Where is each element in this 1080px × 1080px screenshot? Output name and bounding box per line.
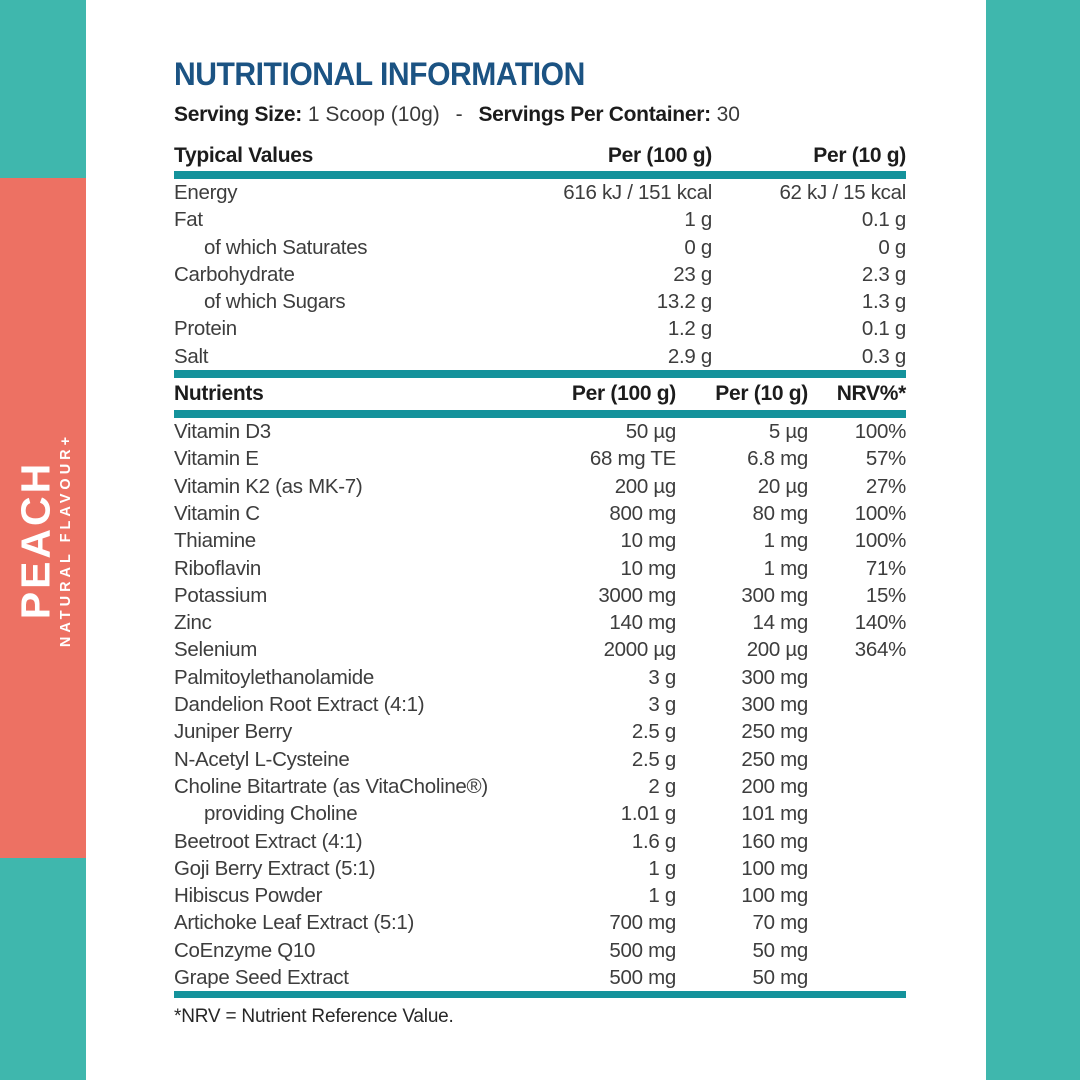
table-row [174,234,906,261]
row-label: Goji Berry Extract (5:1) [174,856,376,880]
typical-values-body [174,179,906,370]
row-value-per100: 50 µg [625,420,676,444]
row-value-nrv [808,937,906,964]
row-value-per10: 250 mg [741,747,808,771]
row-value-per100: 800 mg [609,501,676,525]
row-value-per10: 0.1 g [861,208,906,232]
row-value-per100: 1.01 g [620,802,676,826]
row-label: Dandelion Root Extract (4:1) [174,693,425,717]
table-row [174,445,906,472]
row-value-per10: 101 mg [741,802,808,826]
row-value-per10: 50 mg [752,966,808,990]
table-row [174,527,906,554]
table-row [174,315,906,342]
table-row [174,206,906,233]
row-label: Grape Seed Extract [174,966,349,990]
divider-bar [174,171,906,179]
row-value-per10: 50 mg [752,938,808,962]
flavor-name: PEACH [12,460,59,620]
table-row [174,609,906,636]
row-value-nrv: 57% [865,447,906,471]
table-row [174,718,906,745]
row-value-per10: 300 mg [741,693,808,717]
row-label: Vitamin E [174,447,259,471]
row-value-per10: 14 mg [752,611,808,635]
row-value-per10: 0 g [878,235,906,259]
row-label: Potassium [174,583,268,607]
row-label: Vitamin C [174,501,260,525]
nutrients-col-per10: Per (10 g) [715,382,808,406]
row-value-per10: 1 mg [763,556,808,580]
row-value-per100: 500 mg [609,938,676,962]
row-value-nrv: 71% [865,556,906,580]
row-value-per100: 500 mg [609,966,676,990]
table-row [174,555,906,582]
row-value-per100: 140 mg [609,611,676,635]
row-label: Juniper Berry [174,720,293,744]
row-label: Selenium [174,638,258,662]
nutrients-header [174,378,906,410]
row-value-per10: 0.1 g [861,317,906,341]
typical-values-header [174,141,906,171]
row-label: Artichoke Leaf Extract (5:1) [174,911,414,935]
row-value-per100: 13.2 g [656,290,712,314]
table-row [174,800,906,827]
row-value-nrv: 140% [854,611,906,635]
flavor-subtitle: NATURAL FLAVOUR+ [58,432,74,648]
right-teal-band [986,0,1080,1080]
row-label: Zinc [174,611,212,635]
row-value-per100: 3000 mg [598,583,676,607]
row-value-nrv: 364% [854,638,906,662]
table-row [174,964,906,991]
row-value-per100: 10 mg [620,556,676,580]
table-row [174,882,906,909]
row-value-per10: 160 mg [741,829,808,853]
serving-separator: - [455,103,463,126]
typical-values-col-per10: Per (10 g) [813,144,906,167]
row-value-nrv: 100% [854,420,906,444]
page-title: NUTRITIONAL INFORMATION [174,56,585,92]
row-value-per10: 100 mg [741,884,808,908]
row-label: Vitamin K2 (as MK-7) [174,474,363,498]
flavor-strip [0,178,86,858]
nutrients-title: Nutrients [174,382,264,406]
table-row [174,500,906,527]
row-value-nrv [808,718,906,745]
row-value-per10: 200 µg [746,638,808,662]
row-label: Riboflavin [174,556,262,580]
row-value-per100: 1 g [648,884,676,908]
servings-per-container-value: 30 [716,103,740,126]
table-row [174,582,906,609]
row-value-per10: 80 mg [752,501,808,525]
row-value-nrv [808,800,906,827]
row-value-per100: 200 µg [614,474,676,498]
row-label: Protein [174,317,237,341]
row-value-nrv: 15% [865,583,906,607]
row-value-per10: 2.3 g [861,262,906,286]
row-value-per100: 68 mg TE [589,447,676,471]
row-label: Energy [174,181,238,204]
row-value-per100: 1 g [684,208,712,232]
divider-bar [174,370,906,378]
row-value-per100: 1 g [648,856,676,880]
row-value-per10: 0.3 g [861,344,906,368]
row-value-per10: 70 mg [752,911,808,935]
row-value-nrv [808,855,906,882]
row-value-per100: 700 mg [609,911,676,935]
serving-size-value: 1 Scoop (10g) [307,103,440,126]
row-value-per100: 2.5 g [631,720,676,744]
row-value-per100: 1.2 g [667,317,712,341]
row-value-nrv: 27% [865,474,906,498]
serving-info [174,101,906,129]
table-row [174,473,906,500]
row-label: Palmitoylethanolamide [174,665,374,689]
row-label: Salt [174,344,209,368]
table-row [174,179,906,206]
table-row [174,691,906,718]
row-value-per100: 2000 µg [603,638,676,662]
row-value-nrv [808,746,906,773]
row-value-per10: 6.8 mg [747,447,808,471]
nutrients-col-per100: Per (100 g) [571,382,676,406]
row-label: of which Saturates [204,235,368,259]
row-value-per100: 3 g [648,693,676,717]
servings-per-container-label: Servings Per Container: [478,103,711,126]
row-label: Carbohydrate [174,262,295,286]
row-value-per10: 100 mg [741,856,808,880]
table-row [174,828,906,855]
nrv-footnote: *NRV = Nutrient Reference Value. [174,1006,454,1028]
row-label: Beetroot Extract (4:1) [174,829,363,853]
table-row [174,773,906,800]
row-value-nrv [808,909,906,936]
row-label: providing Choline [204,802,358,826]
row-value-per100: 2 g [648,774,676,798]
table-row [174,909,906,936]
row-value-per100: 3 g [648,665,676,689]
table-row [174,746,906,773]
table-row [174,288,906,315]
row-label: N-Acetyl L-Cysteine [174,747,350,771]
row-value-nrv [808,828,906,855]
row-value-per10: 5 µg [768,420,808,444]
row-value-nrv [808,773,906,800]
row-value-per100: 2.9 g [667,344,712,368]
divider-bar [174,991,906,998]
row-value-per100: 0 g [684,235,712,259]
table-row [174,418,906,445]
row-value-nrv [808,882,906,909]
row-value-per100: 616 kJ / 151 kcal [563,181,712,204]
table-row [174,855,906,882]
table-row [174,937,906,964]
nutrition-label [174,56,906,1028]
row-value-per100: 1.6 g [631,829,676,853]
row-value-per10: 250 mg [741,720,808,744]
table-row [174,261,906,288]
row-label: CoEnzyme Q10 [174,938,316,962]
typical-values-col-per100: Per (100 g) [607,144,712,167]
row-value-per10: 1 mg [763,529,808,553]
row-value-per10: 62 kJ / 15 kcal [779,181,906,204]
row-value-per10: 300 mg [741,665,808,689]
row-value-nrv [808,691,906,718]
row-value-nrv [808,664,906,691]
divider-bar [174,410,906,418]
row-value-per10: 20 µg [757,474,808,498]
row-value-nrv [808,964,906,991]
row-value-per100: 2.5 g [631,747,676,771]
row-value-nrv: 100% [854,529,906,553]
row-value-per100: 10 mg [620,529,676,553]
row-label: Vitamin D3 [174,420,271,444]
table-row [174,343,906,370]
row-value-per10: 1.3 g [861,290,906,314]
table-row [174,636,906,663]
row-value-per100: 23 g [673,262,712,286]
typical-values-title: Typical Values [174,144,313,167]
row-value-per10: 300 mg [741,583,808,607]
nutrients-col-nrv: NRV%* [836,382,906,406]
nutrients-body [174,418,906,991]
row-label: Choline Bitartrate (as VitaCholine®) [174,774,488,798]
row-label: Fat [174,208,203,232]
row-label: of which Sugars [204,290,346,314]
row-label: Thiamine [174,529,256,553]
table-row [174,664,906,691]
row-value-per10: 200 mg [741,774,808,798]
row-value-nrv: 100% [854,501,906,525]
serving-size-label: Serving Size: [174,103,302,126]
row-label: Hibiscus Powder [174,884,323,908]
